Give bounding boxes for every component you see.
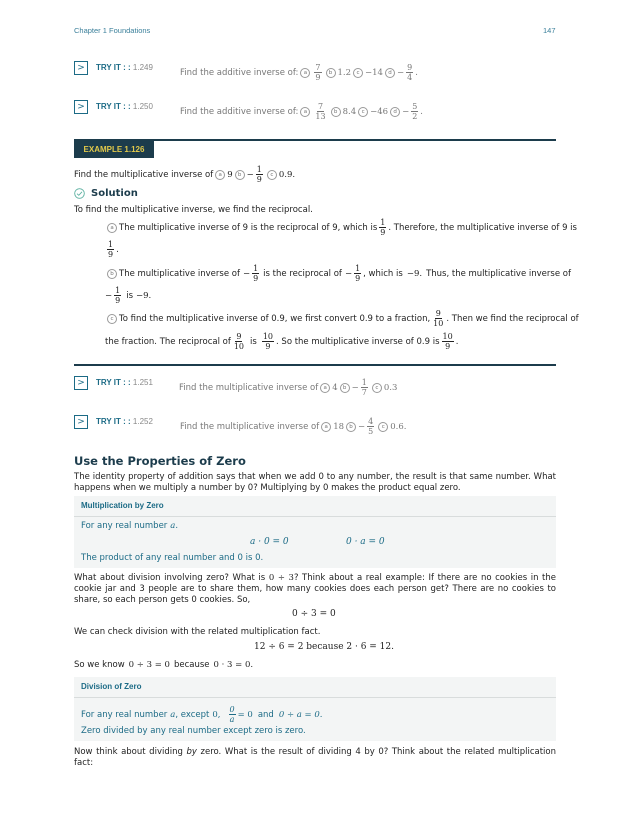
label-b-icon: b — [235, 170, 245, 180]
try-it-label: TRY IT : : 1.250 — [96, 102, 153, 111]
section-paragraph-2: What about division involving zero? What is 0 ÷ 3? Think about a real example: If there are no cookies in the cookie jar and 3 people are to share them, how many cookies does each person get? There are no cookies to share, so each person gets 0 cookies. So, — [74, 573, 557, 605]
label-a-icon: a — [215, 170, 225, 180]
box-header — [74, 496, 556, 517]
label-a-icon: a — [300, 68, 310, 78]
box-summary: The product of any real number and 0 is 0. — [81, 553, 264, 563]
label-c-icon: c — [353, 68, 363, 78]
try-it-question: Find the additive inverse of: a $\frac{7}{13}$ b 8.4 c −46 d − $\frac{5}{2}$ . — [180, 102, 423, 121]
equation-twelve-div-six: 12 ÷ 6 = 2 because 2 · 6 = 12. — [254, 642, 394, 652]
box-header — [74, 677, 556, 698]
label-a-icon: a — [321, 422, 331, 432]
label-b-icon: b — [331, 107, 341, 117]
try-it-question: Find the additive inverse of: a $\frac{7}{9}$ b 1.2 c −14 d − $\frac{9}{4}$ . — [180, 63, 418, 82]
section-paragraph-4: So we know 0 ÷ 3 = 0 because 0 · 3 = 0. — [74, 660, 254, 670]
page-number: 147 — [543, 26, 556, 35]
solution-part-a: a The multiplicative inverse of 9 is the reciprocal of 9, which is $\frac{1}{9}$ . Therefore, the multiplicative inverse of 9 is — [105, 218, 577, 237]
try-it-label: TRY IT : : 1.252 — [96, 417, 153, 426]
solution-part-b-cont: − $\frac{1}{9}$ is −9. — [105, 286, 152, 305]
label-a-icon: a — [300, 107, 310, 117]
box-title: Division of Zero — [81, 682, 142, 691]
try-it-arrow-icon[interactable]: > — [74, 100, 88, 114]
try-it-arrow-icon[interactable]: > — [74, 61, 88, 75]
example-prompt: Find the multiplicative inverse of a 9 b − $\frac{1}{9}$ c 0.9. — [74, 165, 296, 184]
label-a-icon: a — [107, 223, 117, 233]
solution-heading: Solution — [74, 188, 138, 199]
solution-part-b: b The multiplicative inverse of − $\frac{1}{9}$ is the reciprocal of − $\frac{1}{9}$ , which is −9. Thus, the multiplicative inverse of — [105, 264, 571, 283]
try-it-label: TRY IT : : 1.249 — [96, 63, 153, 72]
box-equation-1: a · 0 = 0 — [250, 537, 289, 547]
try-it-arrow-icon[interactable]: > — [74, 376, 88, 390]
label-c-icon: c — [378, 422, 388, 432]
box-equation-2: 0 · a = 0 — [346, 537, 385, 547]
label-b-icon: b — [346, 422, 356, 432]
label-c-icon: c — [372, 383, 382, 393]
section-paragraph-5: Now think about dividing by zero. What is the result of dividing 4 by 0? Think about the related multiplication fact: — [74, 747, 556, 768]
box-line-1: For any real number a , except 0, $\frac{0}{a}$ = 0 and 0 ÷ a = 0. — [81, 705, 323, 724]
label-d-icon: d — [385, 68, 395, 78]
try-it-question: Find the multiplicative inverse of a 18 b − $\frac{4}{5}$ c 0.6. — [180, 417, 407, 436]
solution-part-a-cont: $\frac{1}{9}$ . — [108, 240, 119, 259]
example-bottom-rule — [74, 364, 556, 366]
division-of-zero-box — [74, 677, 556, 741]
example-badge: EXAMPLE 1.126 — [74, 141, 154, 158]
solution-part-c-cont: the fraction. The reciprocal of $\frac{9}{10}$ is $\frac{10}{9}$ . So the multiplicative inverse of 0.9 is $\frac{10}{9}$ . — [105, 332, 459, 351]
try-it-arrow-icon[interactable]: > — [74, 415, 88, 429]
solution-intro: To find the multiplicative inverse, we find the reciprocal. — [74, 205, 313, 215]
box-title: Multiplication by Zero — [81, 501, 164, 510]
try-it-label: TRY IT : : 1.251 — [96, 378, 153, 387]
label-b-icon: b — [340, 383, 350, 393]
box-line-1: For any real number a . — [81, 521, 179, 531]
label-c-icon: c — [107, 314, 117, 324]
section-title: Use the Properties of Zero — [74, 454, 246, 468]
label-d-icon: d — [390, 107, 400, 117]
multiplication-by-zero-box — [74, 496, 556, 568]
solution-part-c: c To find the multiplicative inverse of 0.9, we first convert 0.9 to a fraction, $\frac{9}{10}$ . Then we find the reciprocal of — [105, 309, 579, 328]
try-it-question: Find the multiplicative inverse of a 4 b − $\frac{1}{7}$ c 0.3 — [179, 378, 398, 397]
chapter-header: Chapter 1 Foundations — [74, 26, 151, 35]
label-c-icon: c — [267, 170, 277, 180]
section-paragraph-3: We can check division with the related multiplication fact. — [74, 627, 321, 637]
label-a-icon: a — [320, 383, 330, 393]
equation-zero-div-three: 0 ÷ 3 = 0 — [292, 609, 336, 619]
label-c-icon: c — [358, 107, 368, 117]
label-b-icon: b — [107, 269, 117, 279]
section-paragraph-1: The identity property of addition says that when we add 0 to any number, the result is that same number. What happens when we multiply a number by 0? Multiplying by 0 makes the product equal zero. — [74, 472, 556, 493]
box-summary: Zero divided by any real number except zero is zero. — [81, 726, 306, 736]
check-circle-icon — [74, 188, 85, 199]
label-b-icon: b — [326, 68, 336, 78]
